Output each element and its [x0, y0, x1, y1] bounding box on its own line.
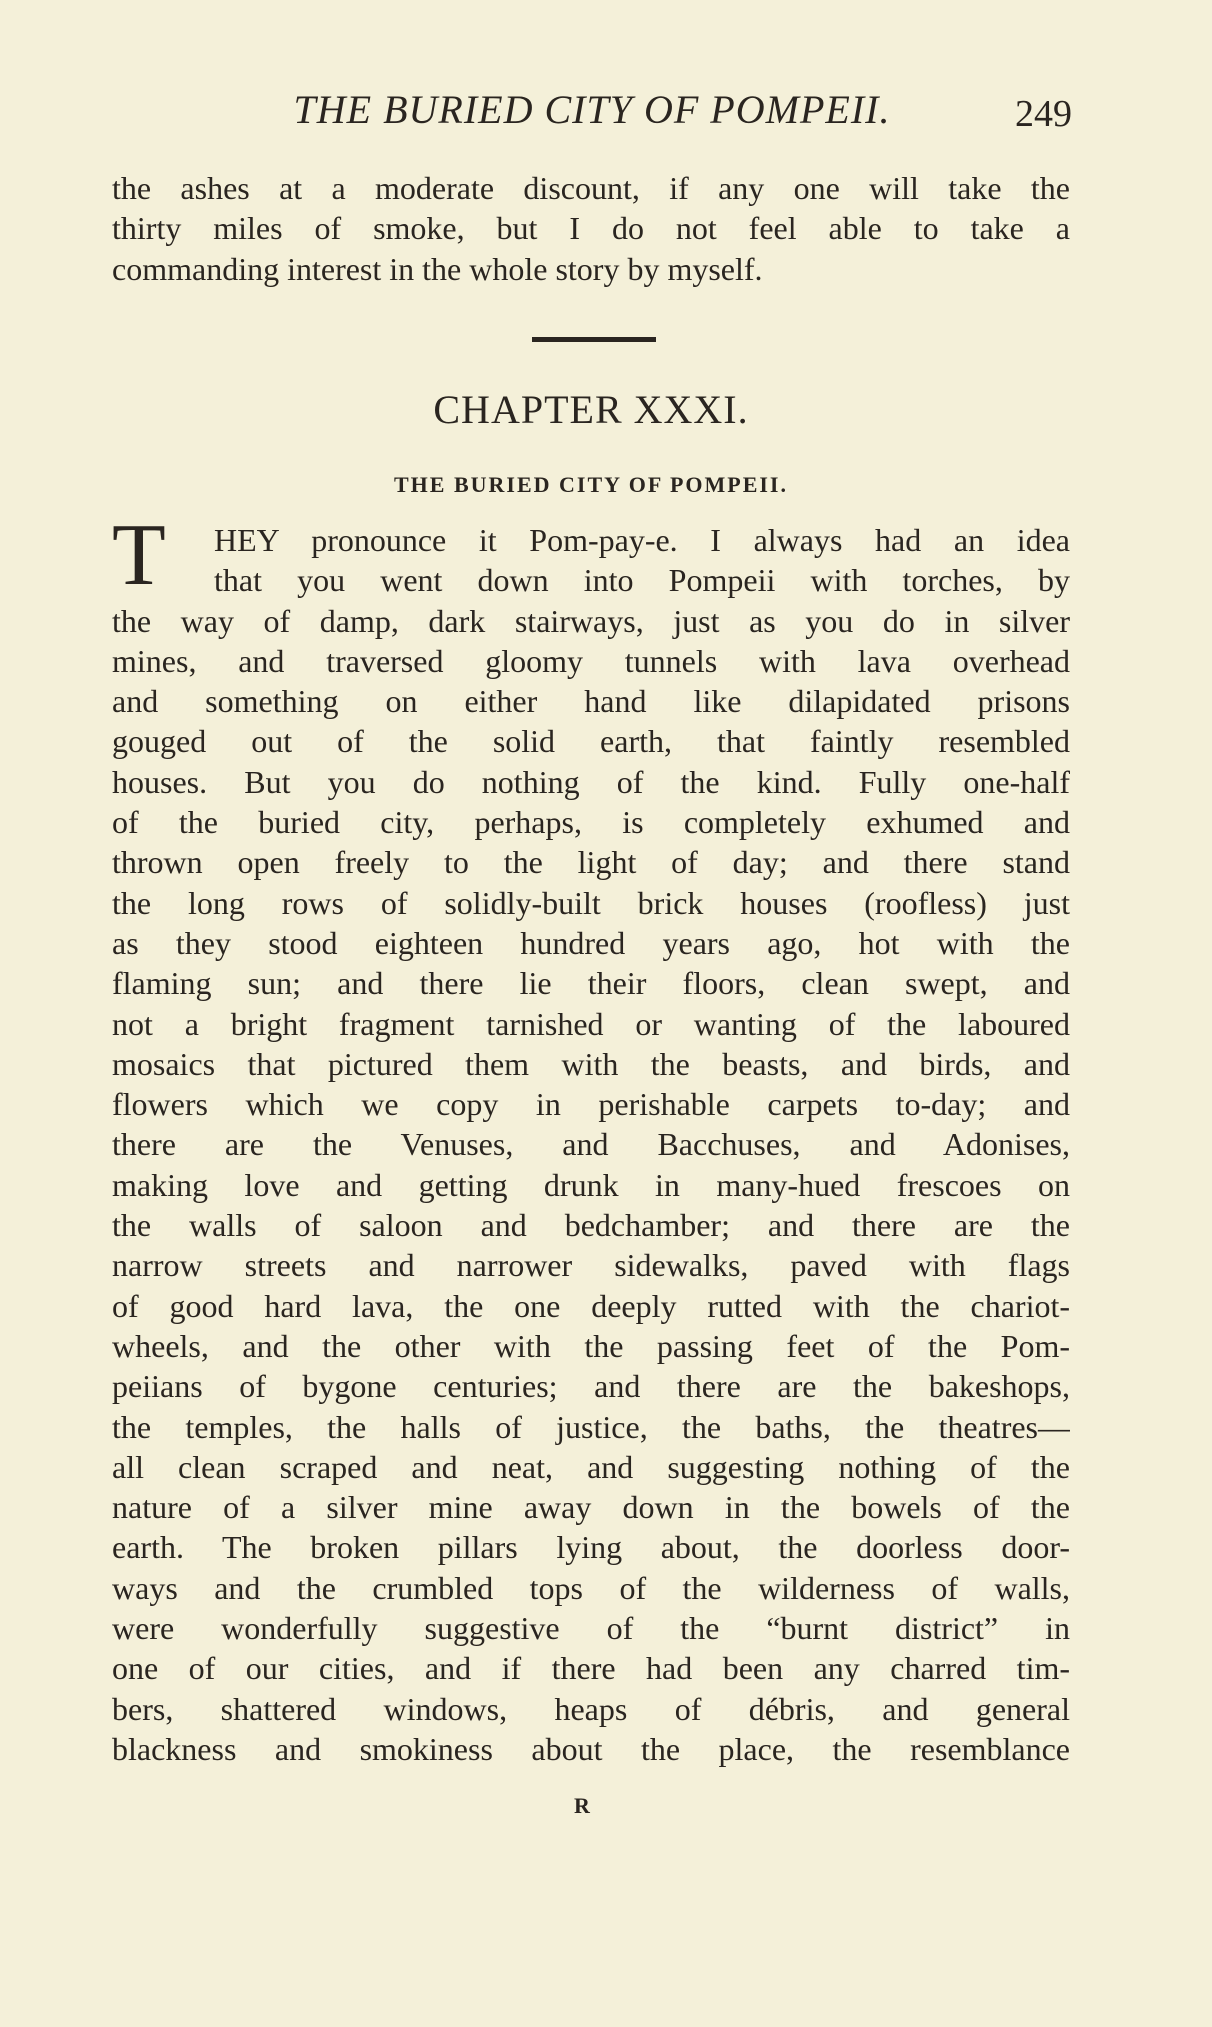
running-head — [112, 78, 1072, 138]
text-line: the temples, the halls of justice, the baths, the theatres— — [112, 1408, 1070, 1445]
text-line: narrow streets and narrower sidewalks, paved with flags — [112, 1247, 1070, 1284]
text-line: earth. The broken pillars lying about, the doorless door- — [112, 1529, 1070, 1566]
text-line: houses. But you do nothing of the kind. Fully one-half — [112, 763, 1070, 800]
intro-paragraph — [112, 168, 1070, 289]
text-line: making love and getting drunk in many-hued frescoes on — [112, 1166, 1070, 1203]
text-line: and something on either hand like dilapidated prisons — [112, 683, 1070, 720]
chapter-title: CHAPTER XXXI. — [433, 387, 749, 432]
drop-cap: T — [112, 507, 166, 604]
page-number: 249 — [1015, 93, 1072, 135]
body-paragraph — [112, 520, 1070, 1769]
text-line: commanding interest in the whole story by myself. — [112, 250, 763, 287]
text-line: peiians of bygone centuries; and there are the bakeshops, — [112, 1368, 1070, 1405]
text-line: as they stood eighteen hundred years ago, hot with the — [112, 924, 1070, 961]
text-line: wheels, and the other with the passing feet of the Pom- — [112, 1327, 1070, 1364]
text-line: were wonderfully suggestive of the “burnt district” in — [112, 1610, 1070, 1647]
text-line: of the buried city, perhaps, is completely exhumed and — [112, 804, 1070, 841]
text-line: thirty miles of smoke, but I do not feel able to take a — [112, 210, 1070, 247]
text-line: one of our cities, and if there had been any charred tim- — [112, 1650, 1070, 1687]
text-line: mines, and traversed gloomy tunnels with lava overhead — [112, 642, 1070, 679]
text-line: of good hard lava, the one deeply rutted with the chariot- — [112, 1287, 1070, 1324]
text-line: there are the Venuses, and Bacchuses, and Adonises, — [112, 1126, 1070, 1163]
chapter-subtitle: THE BURIED CITY OF POMPEII. — [393, 472, 788, 497]
text-line: blackness and smokiness about the place, the resemblance — [112, 1730, 1070, 1767]
section-divider — [532, 337, 656, 342]
text-line: gouged out of the solid earth, that faintly resembled — [112, 723, 1070, 760]
text-line: ways and the crumbled tops of the wilderness of walls, — [112, 1569, 1070, 1606]
text-line: not a bright fragment tarnished or wanting of the laboured — [112, 1005, 1070, 1042]
text-line: the ashes at a moderate discount, if any one will take the — [112, 170, 1070, 206]
text-line: all clean scraped and neat, and suggesting nothing of the — [112, 1448, 1070, 1485]
text-line: bers, shattered windows, heaps of débris, and general — [112, 1690, 1070, 1727]
text-line: HEY pronounce it Pom-pay-e. I always had an idea — [214, 522, 1070, 558]
running-title: THE BURIED CITY OF POMPEII. — [293, 87, 891, 132]
text-line: thrown open freely to the light of day; and there stand — [112, 844, 1070, 881]
text-line: flaming sun; and there lie their floors, clean swept, and — [112, 965, 1070, 1002]
text-line: nature of a silver mine away down in the bowels of the — [112, 1489, 1070, 1526]
signature-mark: R — [574, 1793, 590, 1818]
text-line: mosaics that pictured them with the beasts, and birds, and — [112, 1045, 1070, 1082]
text-line: that you went down into Pompeii with torches, by — [214, 562, 1070, 599]
text-line: the way of damp, dark stairways, just as you do in silver — [112, 602, 1070, 639]
text-line: the long rows of solidly-built brick houses (roofless) just — [112, 884, 1070, 921]
text-line: the walls of saloon and bedchamber; and there are the — [112, 1207, 1070, 1244]
text-line: flowers which we copy in perishable carpets to-day; and — [112, 1086, 1070, 1123]
